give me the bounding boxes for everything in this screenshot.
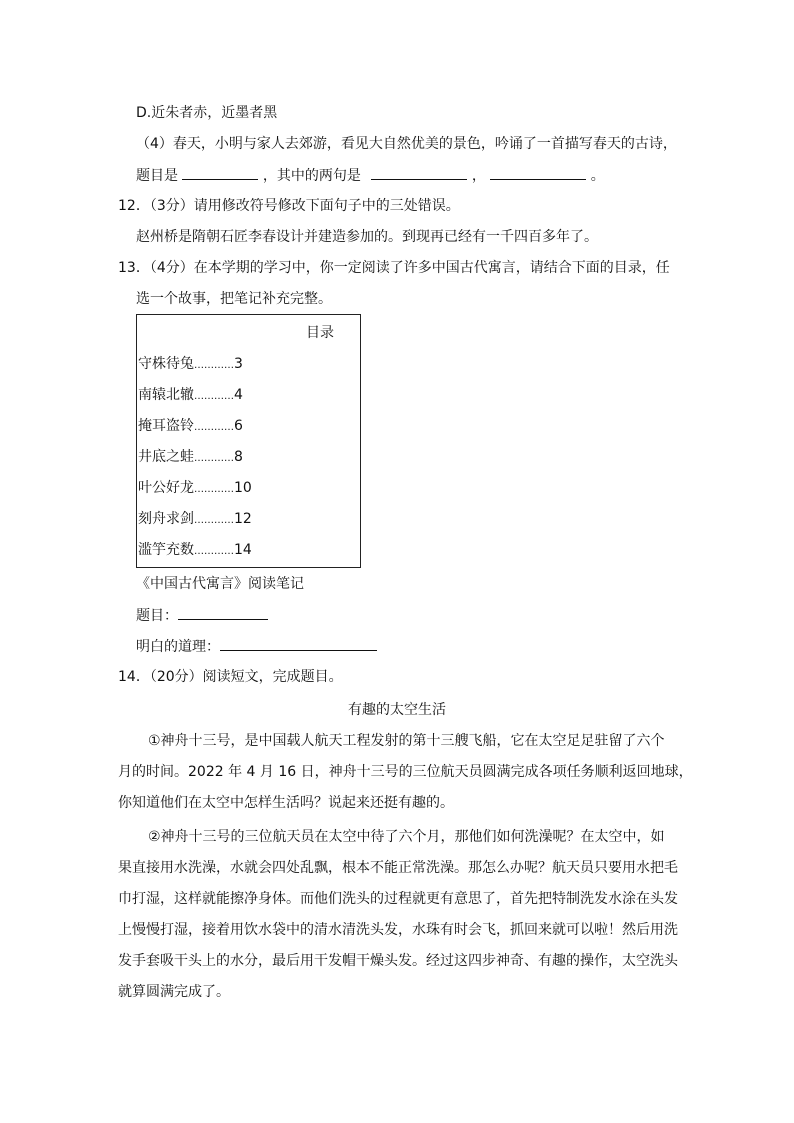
field-lesson-label: 明白的道理：	[136, 639, 220, 655]
q12-stem: 12．（3分）请用修改符号修改下面句子中的三处错误。	[118, 198, 460, 214]
toc-item-dots: …………	[194, 391, 234, 402]
field-title-label: 题目：	[136, 608, 178, 624]
answer-blank-title[interactable]	[182, 165, 258, 180]
toc-item-title: 南辕北辙	[138, 387, 194, 403]
toc-item-page: 10	[234, 480, 252, 496]
toc-item-page: 8	[234, 449, 243, 465]
q14-stem: 14．（20分）阅读短文，完成题目。	[118, 669, 343, 685]
toc-item	[138, 509, 252, 531]
p2-line: 发手套吸干头上的水分，最后用干发帽干燥头发。经过这四步神奇、有趣的操作，太空洗头	[118, 953, 678, 969]
toc-item	[138, 447, 243, 469]
p1-line: 你知道他们在太空中怎样生活吗？说起来还挺有趣的。	[118, 795, 454, 811]
answer-blank-line2[interactable]	[490, 165, 586, 180]
toc-item-page: 6	[234, 418, 243, 434]
q13-stem-line1: 13．（4分）在本学期的学习中，你一定阅读了许多中国古代寓言，请结合下面的目录，任	[118, 260, 670, 276]
label-two-lines: ，其中的两句是	[262, 168, 361, 184]
p2-line: 巾打湿，这样就能擦净身体。而他们洗头的过程就更有意思了，首先把特制洗发水涂在头发	[118, 891, 678, 907]
toc-item	[138, 478, 252, 500]
field-lesson-blank[interactable]	[220, 636, 377, 651]
toc-item	[138, 540, 252, 562]
toc-item-title: 守株待兔	[138, 356, 194, 372]
toc-item	[138, 385, 243, 407]
notes-title: 《中国古代寓言》阅读笔记	[136, 576, 304, 592]
p1-line: 月的时间。2022 年 4 月 16 日，神舟十三号的三位航天员圆满完成各项任务顺利返回地球，	[118, 764, 693, 780]
toc-item-page: 12	[234, 511, 252, 527]
toc-item-dots: …………	[194, 422, 234, 433]
toc-item-title: 滥竽充数	[138, 542, 194, 558]
option-d: D.近朱者赤，近墨者黑	[136, 105, 278, 121]
p2-line: 果直接用水洗澡，水就会四处乱飘，根本不能正常洗澡。那怎么办呢？航天员只要用水把毛	[118, 860, 678, 876]
field-title-row	[136, 605, 268, 626]
toc-item-dots: …………	[194, 453, 234, 464]
q11-part4-line2	[136, 165, 605, 186]
answer-blank-line1[interactable]	[371, 165, 467, 180]
toc-title: 目录	[306, 325, 334, 341]
p2-line: 上慢慢打湿，接着用饮水袋中的清水清洗头发，水珠有时会飞，抓回来就可以啦！然后用洗	[118, 922, 678, 938]
toc-item-title: 井底之蛙	[138, 449, 194, 465]
p2-line: 就算圆满完成了。	[118, 984, 230, 1000]
toc-item	[138, 354, 243, 376]
toc-item-title: 叶公好龙	[138, 480, 194, 496]
toc-item-dots: …………	[194, 360, 234, 371]
toc-item-dots: …………	[194, 515, 234, 526]
toc-item-dots: …………	[194, 546, 234, 557]
toc-item	[138, 416, 243, 438]
p2-line: ②神舟十三号的三位航天员在太空中待了六个月，那他们如何洗澡呢？在太空中，如	[148, 829, 665, 845]
article-title: 有趣的太空生活	[348, 702, 446, 718]
toc-item-page: 3	[234, 356, 243, 372]
toc-item-page: 14	[234, 542, 252, 558]
q11-part4-line1: （4）春天，小明与家人去郊游，看见大自然优美的景色，吟诵了一首描写春天的古诗，	[136, 136, 677, 152]
field-title-blank[interactable]	[178, 605, 268, 620]
comma: ，	[471, 168, 486, 184]
toc-item-page: 4	[234, 387, 243, 403]
toc-item-title: 刻舟求剑	[138, 511, 194, 527]
field-lesson-row	[136, 636, 377, 657]
toc-item-dots: …………	[194, 484, 234, 495]
q13-stem-line2: 选一个故事，把笔记补充完整。	[136, 291, 332, 307]
p1-line: ①神舟十三号，是中国载人航天工程发射的第十三艘飞船，它在太空足足驻留了六个	[148, 733, 665, 749]
toc-item-title: 掩耳盗铃	[138, 418, 194, 434]
period: 。	[590, 168, 605, 184]
q12-sentence: 赵州桥是隋朝石匠李春设计并建造参加的。到现再已经有一千四百多年了。	[136, 229, 598, 245]
label-title: 题目是	[136, 168, 178, 184]
